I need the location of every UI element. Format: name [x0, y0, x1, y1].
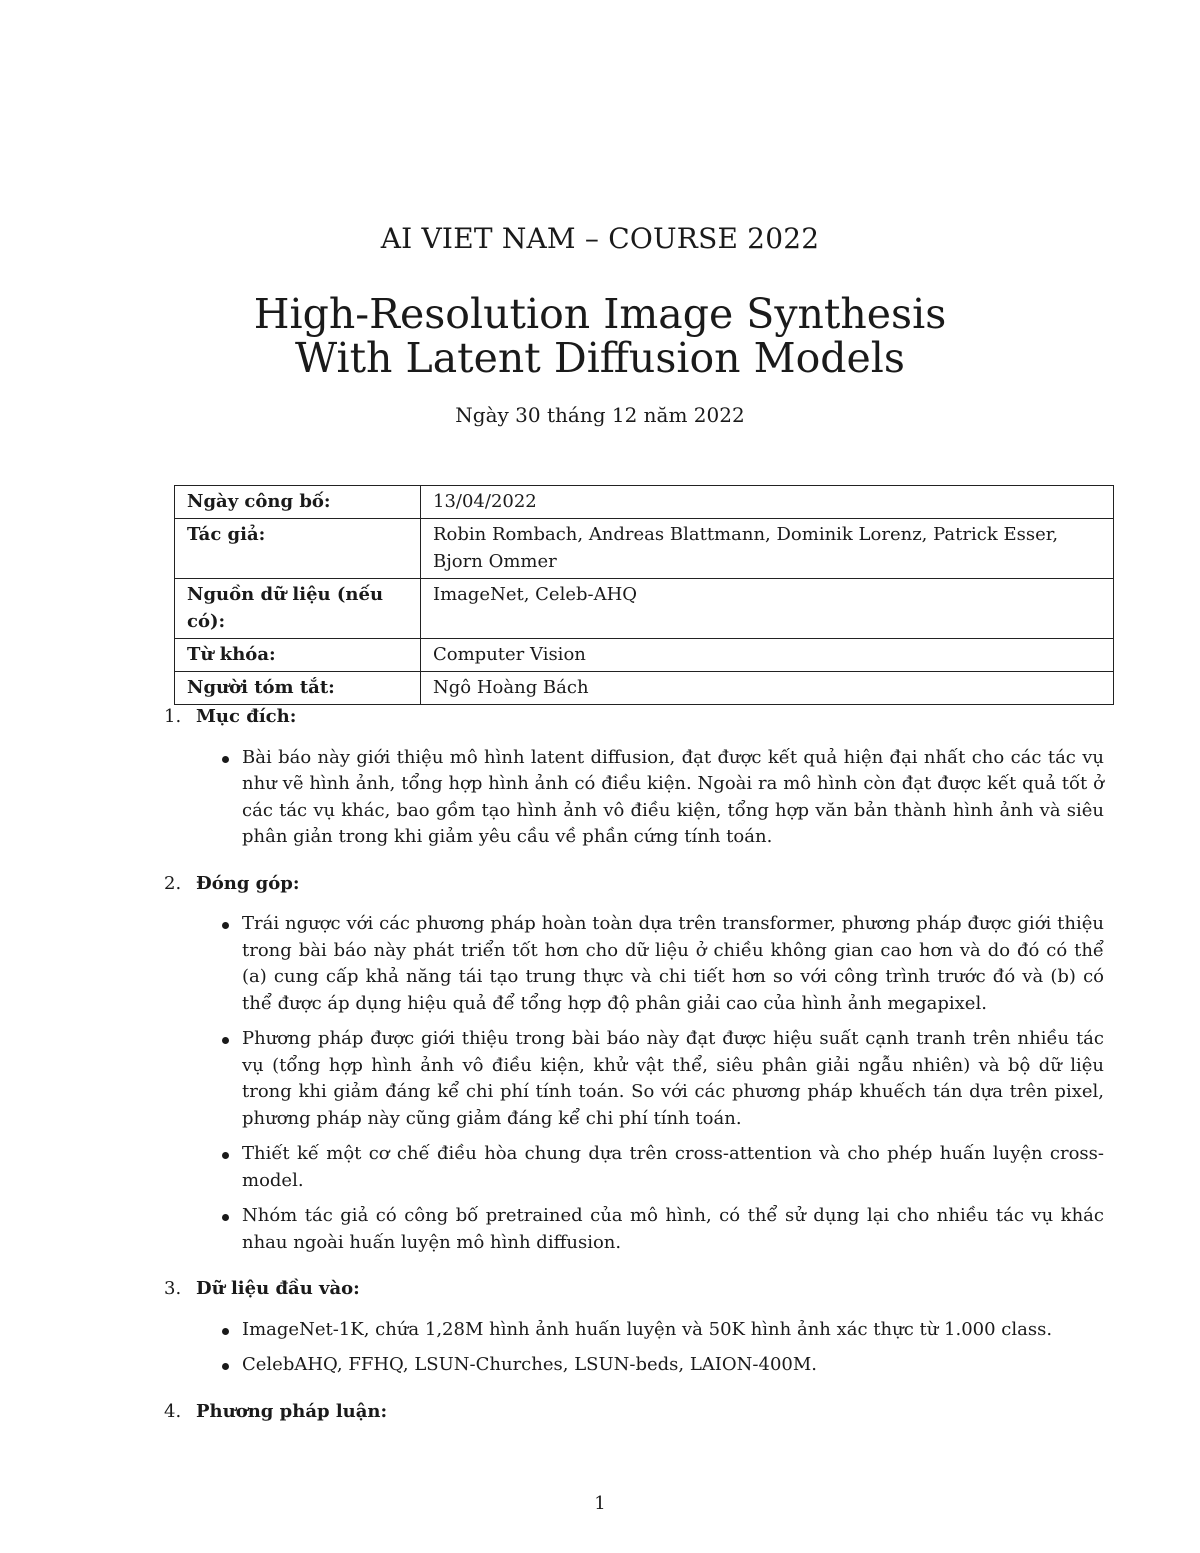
metadata-row [175, 486, 1114, 519]
bullet-item: ImageNet-1K, chứa 1,28M hình ảnh huấn luyện và 50K hình ảnh xác thực từ 1.000 class. [164, 1317, 1104, 1344]
bullet-item: CelebAHQ, FFHQ, LSUN-Churches, LSUN-beds, LAION-400M. [164, 1352, 1104, 1379]
paper-title [0, 292, 1200, 380]
metadata-row [175, 639, 1114, 672]
bullet-list [164, 745, 1104, 851]
metadata-key: Ngày công bố: [175, 486, 421, 519]
metadata-key: Tác giả: [175, 519, 421, 579]
course-heading: AI VIET NAM – COURSE 2022 [380, 222, 820, 255]
metadata-value: 13/04/2022 [421, 486, 1114, 519]
section-label: Dữ liệu đầu vào: [196, 1278, 360, 1299]
metadata-key: Người tóm tắt: [175, 672, 421, 705]
title-line-2: With Latent Diffusion Models [295, 334, 905, 382]
section-heading [164, 1276, 1104, 1303]
bullet-list [164, 911, 1104, 1256]
bullet-item: Trái ngược với các phương pháp hoàn toàn dựa trên transformer, phương pháp được giới thiệu trong bài báo này phát triển tốt hơn cho dữ liệu ở chiều không gian cao hơn và do đó có thể (a) cung cấp khả năng tái tạo trung thực và chi tiết hơn so với công trình trước đó và (b) có thể được áp dụng hiệu quả để tổng hợp độ phân giải cao của hình ảnh megapixel. [164, 911, 1104, 1017]
bullet-list [164, 1317, 1104, 1379]
metadata-row [175, 579, 1114, 639]
bullet-item: Bài báo này giới thiệu mô hình latent diffusion, đạt được kết quả hiện đại nhất cho các tác vụ như vẽ hình ảnh, tổng hợp hình ảnh có điều kiện. Ngoài ra mô hình còn đạt được kết quả tốt ở các tác vụ khác, bao gồm tạo hình ảnh vô điều kiện, tổng hợp văn bản thành hình ảnh và siêu phân giản trong khi giảm yêu cầu về phần cứng tính toán. [164, 745, 1104, 851]
section-number: 3. [164, 1278, 182, 1299]
bullet-item: Thiết kế một cơ chế điều hòa chung dựa trên cross-attention và cho phép huấn luyện cross-model. [164, 1141, 1104, 1194]
bullet-item: Phương pháp được giới thiệu trong bài báo này đạt được hiệu suất cạnh tranh trên nhiều tác vụ (tổng hợp hình ảnh vô điều kiện, khử vật thể, siêu phân giải ngẫu nhiên) và bộ dữ liệu trong khi giảm đáng kể chi phí tính toán. So với các phương pháp khuếch tán dựa trên pixel, phương pháp này cũng giảm đáng kể chi phí tính toán. [164, 1026, 1104, 1132]
page-number: 1 [594, 1493, 606, 1514]
metadata-value: ImageNet, Celeb-AHQ [421, 579, 1114, 639]
document-date: Ngày 30 tháng 12 năm 2022 [455, 403, 745, 427]
metadata-value: Robin Rombach, Andreas Blattmann, Dominik Lorenz, Patrick Esser, Bjorn Ommer [421, 519, 1114, 579]
section-number: 4. [164, 1400, 182, 1422]
metadata-key: Nguồn dữ liệu (nếu có): [175, 579, 421, 639]
section-label: Phương pháp luận: [196, 1400, 388, 1422]
section-label: Mục đích: [196, 706, 297, 727]
metadata-table [174, 485, 1114, 705]
title-line-1: High-Resolution Image Synthesis [253, 290, 947, 338]
section-number: 2. [164, 872, 182, 894]
section-number: 1. [164, 706, 182, 727]
summary-content [164, 704, 1104, 1425]
metadata-value: Computer Vision [421, 639, 1114, 672]
section-heading [164, 871, 1104, 898]
metadata-key: Từ khóa: [175, 639, 421, 672]
section-heading [164, 704, 1104, 731]
metadata-row [175, 672, 1114, 705]
section-label: Đóng góp: [196, 872, 300, 894]
bullet-item: Nhóm tác giả có công bố pretrained của mô hình, có thể sử dụng lại cho nhiều tác vụ khác nhau ngoài huấn luyện mô hình diffusion. [164, 1203, 1104, 1256]
metadata-value: Ngô Hoàng Bách [421, 672, 1114, 705]
metadata-row [175, 519, 1114, 579]
section-heading [164, 1399, 1104, 1426]
